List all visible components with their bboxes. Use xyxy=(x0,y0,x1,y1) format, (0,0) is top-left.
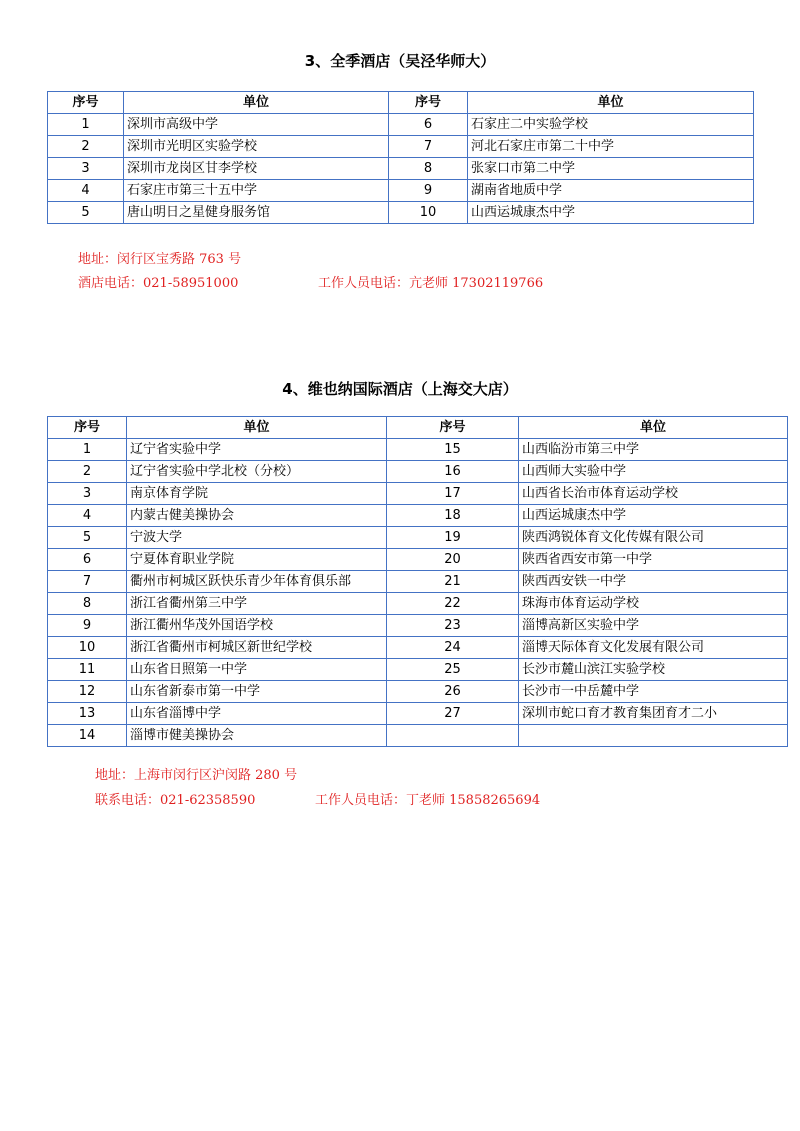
section-3-title: 3、全季酒店（吴泾华师大） xyxy=(304,52,496,70)
unit-name: 淄博天际体育文化发展有限公司 xyxy=(519,637,788,659)
row-number: 5 xyxy=(48,527,127,549)
row-number: 9 xyxy=(389,180,468,202)
unit-name: 深圳市高级中学 xyxy=(124,114,389,136)
row-number: 3 xyxy=(48,158,124,180)
table-row xyxy=(48,180,754,202)
table-row xyxy=(48,593,788,615)
unit-name: 山西运城康杰中学 xyxy=(519,505,788,527)
row-number: 3 xyxy=(48,483,127,505)
table-row xyxy=(48,703,788,725)
unit-name xyxy=(519,725,788,747)
column-header-unit: 单位 xyxy=(468,92,754,114)
table-row xyxy=(48,725,788,747)
table-row xyxy=(48,527,788,549)
row-number: 16 xyxy=(387,461,519,483)
unit-name: 山东省淄博中学 xyxy=(127,703,387,725)
unit-name: 宁夏体育职业学院 xyxy=(127,549,387,571)
table-row xyxy=(48,439,788,461)
row-number: 22 xyxy=(387,593,519,615)
unit-name: 山东省新泰市第一中学 xyxy=(127,681,387,703)
unit-name: 深圳市光明区实验学校 xyxy=(124,136,389,158)
row-number: 9 xyxy=(48,615,127,637)
table-row xyxy=(48,483,788,505)
row-number: 20 xyxy=(387,549,519,571)
unit-name: 淄博市健美操协会 xyxy=(127,725,387,747)
row-number: 14 xyxy=(48,725,127,747)
section-3-staff-phone: 工作人员电话：亢老师 17302119766 xyxy=(318,276,544,291)
table-row xyxy=(48,158,754,180)
row-number: 6 xyxy=(389,114,468,136)
column-header-seq: 序号 xyxy=(48,92,124,114)
row-number: 12 xyxy=(48,681,127,703)
unit-name: 石家庄二中实验学校 xyxy=(468,114,754,136)
row-number: 23 xyxy=(387,615,519,637)
table-row xyxy=(48,461,788,483)
row-number: 6 xyxy=(48,549,127,571)
row-number: 8 xyxy=(389,158,468,180)
unit-name: 辽宁省实验中学北校（分校） xyxy=(127,461,387,483)
column-header-unit: 单位 xyxy=(127,417,387,439)
table-row xyxy=(48,505,788,527)
table-row xyxy=(48,681,788,703)
column-header-seq: 序号 xyxy=(387,417,519,439)
unit-name: 陕西西安铁一中学 xyxy=(519,571,788,593)
unit-name: 浙江省衢州第三中学 xyxy=(127,593,387,615)
unit-name: 山西师大实验中学 xyxy=(519,461,788,483)
section-3-address: 地址：闵行区宝秀路 763 号 xyxy=(78,252,242,267)
unit-name: 深圳市龙岗区甘李学校 xyxy=(124,158,389,180)
row-number: 4 xyxy=(48,180,124,202)
row-number: 5 xyxy=(48,202,124,224)
section-4-contact-phone: 联系电话：021-62358590 xyxy=(95,793,256,808)
table-row xyxy=(48,114,754,136)
unit-name: 陕西鸿锐体育文化传媒有限公司 xyxy=(519,527,788,549)
unit-name: 辽宁省实验中学 xyxy=(127,439,387,461)
unit-name: 衢州市柯城区跃快乐青少年体育俱乐部 xyxy=(127,571,387,593)
column-header-seq: 序号 xyxy=(389,92,468,114)
row-number: 11 xyxy=(48,659,127,681)
unit-name: 张家口市第二中学 xyxy=(468,158,754,180)
unit-name: 长沙市一中岳麓中学 xyxy=(519,681,788,703)
table-header-row xyxy=(48,417,788,439)
table-row xyxy=(48,571,788,593)
unit-name: 淄博高新区实验中学 xyxy=(519,615,788,637)
unit-name: 河北石家庄市第二十中学 xyxy=(468,136,754,158)
row-number: 13 xyxy=(48,703,127,725)
section-3-hotel-phone: 酒店电话：021-58951000 xyxy=(78,276,239,291)
unit-name: 宁波大学 xyxy=(127,527,387,549)
section-3-table xyxy=(47,91,754,224)
unit-name: 唐山明日之星健身服务馆 xyxy=(124,202,389,224)
row-number: 7 xyxy=(389,136,468,158)
row-number: 19 xyxy=(387,527,519,549)
unit-name: 山西运城康杰中学 xyxy=(468,202,754,224)
table-row xyxy=(48,549,788,571)
unit-name: 陕西省西安市第一中学 xyxy=(519,549,788,571)
row-number: 15 xyxy=(387,439,519,461)
unit-name: 长沙市麓山滨江实验学校 xyxy=(519,659,788,681)
unit-name: 山西临汾市第三中学 xyxy=(519,439,788,461)
row-number: 26 xyxy=(387,681,519,703)
row-number: 25 xyxy=(387,659,519,681)
unit-name: 湖南省地质中学 xyxy=(468,180,754,202)
column-header-unit: 单位 xyxy=(519,417,788,439)
unit-name: 珠海市体育运动学校 xyxy=(519,593,788,615)
column-header-unit: 单位 xyxy=(124,92,389,114)
table-row xyxy=(48,136,754,158)
unit-name: 内蒙古健美操协会 xyxy=(127,505,387,527)
column-header-seq: 序号 xyxy=(48,417,127,439)
row-number: 2 xyxy=(48,461,127,483)
section-4-title: 4、维也纳国际酒店（上海交大店） xyxy=(282,380,518,398)
section-4-address: 地址：上海市闵行区沪闵路 280 号 xyxy=(95,768,298,783)
row-number: 1 xyxy=(48,114,124,136)
table-row xyxy=(48,615,788,637)
row-number: 4 xyxy=(48,505,127,527)
section-4-table xyxy=(47,416,788,747)
row-number: 2 xyxy=(48,136,124,158)
row-number: 27 xyxy=(387,703,519,725)
row-number: 10 xyxy=(48,637,127,659)
unit-name: 山东省日照第一中学 xyxy=(127,659,387,681)
unit-name: 石家庄市第三十五中学 xyxy=(124,180,389,202)
row-number xyxy=(387,725,519,747)
row-number: 8 xyxy=(48,593,127,615)
row-number: 24 xyxy=(387,637,519,659)
table-header-row xyxy=(48,92,754,114)
section-4-staff-phone: 工作人员电话：丁老师 15858265694 xyxy=(315,793,541,808)
row-number: 17 xyxy=(387,483,519,505)
unit-name: 南京体育学院 xyxy=(127,483,387,505)
table-row xyxy=(48,637,788,659)
unit-name: 深圳市蛇口育才教育集团育才二小 xyxy=(519,703,788,725)
unit-name: 浙江衢州华茂外国语学校 xyxy=(127,615,387,637)
table-row xyxy=(48,202,754,224)
row-number: 18 xyxy=(387,505,519,527)
row-number: 1 xyxy=(48,439,127,461)
row-number: 10 xyxy=(389,202,468,224)
row-number: 7 xyxy=(48,571,127,593)
unit-name: 山西省长治市体育运动学校 xyxy=(519,483,788,505)
unit-name: 浙江省衢州市柯城区新世纪学校 xyxy=(127,637,387,659)
row-number: 21 xyxy=(387,571,519,593)
table-row xyxy=(48,659,788,681)
